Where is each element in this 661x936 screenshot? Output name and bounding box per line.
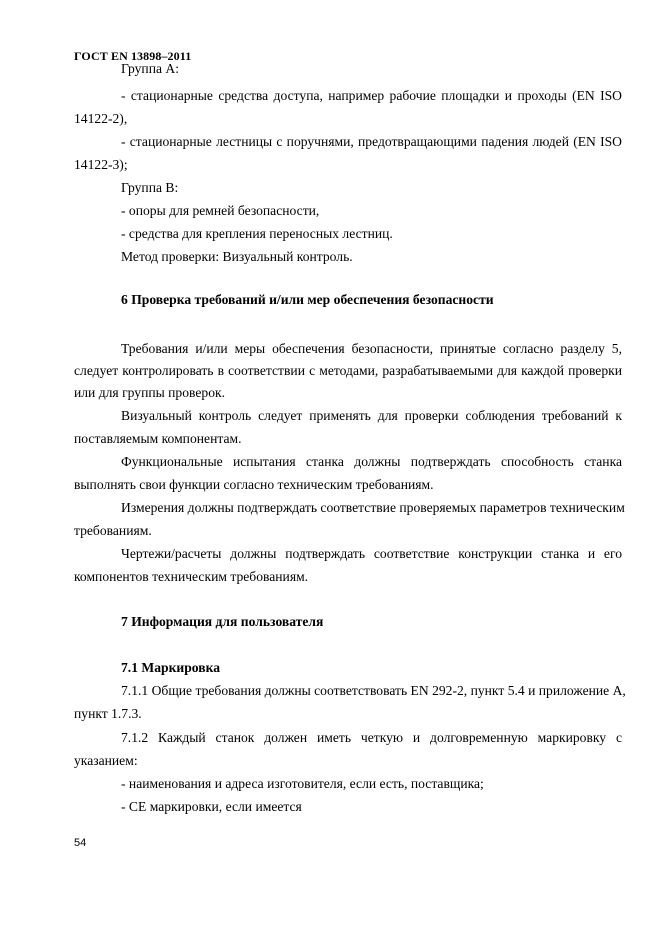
text-line: 7.1.2 Каждый станок должен иметь четкую и долговременную маркировку с xyxy=(121,730,622,745)
text-line: Измерения должны подтверждать соответствие проверяемых параметров техническим xyxy=(121,500,625,515)
text-line: - средства для крепления переносных лестниц. xyxy=(121,226,393,241)
text-line: - стационарные средства доступа, например рабочие площадки и проходы (EN ISO xyxy=(121,88,622,103)
text-line: 14122-3); xyxy=(74,157,128,172)
text-line: пункт 1.7.3. xyxy=(74,706,142,721)
text-line: или для группы проверок. xyxy=(74,385,225,400)
text-line: указанием: xyxy=(74,753,138,768)
text-line: Чертежи/расчеты должны подтверждать соответствие конструкции станка и его xyxy=(121,546,622,561)
group-b-label: Группа В: xyxy=(121,180,179,195)
text-line: поставляемым компонентам. xyxy=(74,431,242,446)
text-line: требованиям. xyxy=(74,523,152,538)
text-line: компонентов техническим требованиям. xyxy=(74,569,309,584)
text-line: - СЕ маркировки, если имеется xyxy=(121,799,302,814)
group-a-label: Группа А: xyxy=(121,61,179,76)
text-line: Требования и/или меры обеспечения безопасности, принятые согласно разделу 5, xyxy=(121,341,622,356)
text-line: - наименования и адреса изготовителя, если есть, поставщика; xyxy=(121,776,484,791)
text-line: выполнять свои функции согласно техническим требованиям. xyxy=(74,477,434,492)
text-line: Визуальный контроль следует применять для проверки соблюдения требований к xyxy=(121,408,622,423)
page-number: 54 xyxy=(74,837,87,849)
text-line: Функциональные испытания станка должны подтверждать способность станка xyxy=(121,454,622,469)
text-line: - стационарные лестницы с поручнями, предотвращающими падения людей (EN ISO xyxy=(121,134,622,149)
text-line: 14122-2), xyxy=(74,111,128,126)
text-line: - опоры для ремней безопасности, xyxy=(121,203,320,218)
section-6-heading: 6 Проверка требований и/или мер обеспечения безопасности xyxy=(121,292,494,307)
text-line: Метод проверки: Визуальный контроль. xyxy=(121,249,353,264)
document-header: ГОСТ EN 13898–2011 xyxy=(74,49,192,63)
section-7-heading: 7 Информация для пользователя xyxy=(121,614,324,629)
section-7-1-heading: 7.1 Маркировка xyxy=(121,660,221,675)
text-line: 7.1.1 Общие требования должны соответствовать EN 292-2, пункт 5.4 и приложение А, xyxy=(121,683,626,698)
text-line: следует контролировать в соответствии с методами, разрабатываемыми для каждой проверки xyxy=(74,363,622,378)
